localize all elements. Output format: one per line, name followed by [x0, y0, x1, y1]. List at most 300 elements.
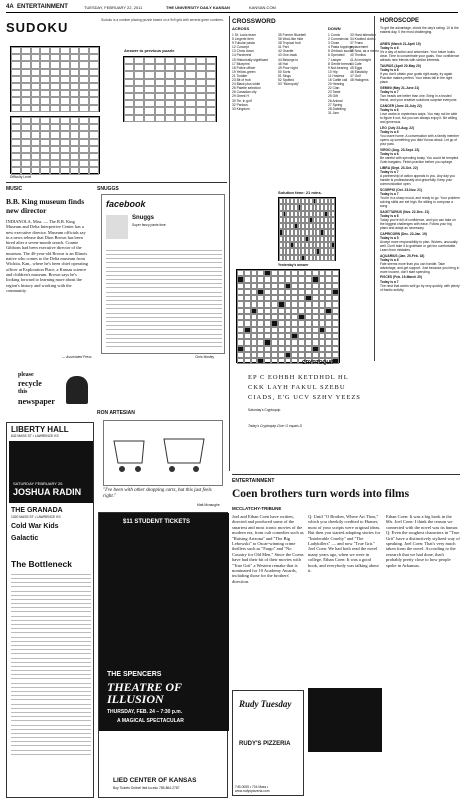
cold-war-kids: Cold War Kids — [11, 523, 59, 530]
horoscope-sign — [380, 42, 460, 62]
horoscope-sign — [380, 104, 460, 124]
down-clue: 39 Now, as a memo — [350, 49, 380, 54]
grid-cell — [206, 115, 216, 122]
sudoku-section — [6, 18, 226, 178]
sign-text: A partnership of action appeals to you. Any day you handle is professionally and gracefully. Keep your communication open. — [380, 173, 455, 186]
grid-cell — [165, 100, 175, 107]
grid-cell — [60, 83, 70, 90]
grid-cell — [155, 79, 165, 86]
across-clue: 35 Former Bluebell — [278, 33, 306, 37]
grid-cell — [31, 54, 41, 61]
down-clue: 26 Animal — [328, 98, 343, 103]
grid-cell — [70, 105, 80, 112]
across-clue: 30 Tie, in golf — [232, 98, 252, 103]
down-clue: 4 Pasta toppings — [328, 45, 353, 50]
across-clue: 38 Tropical fruit — [278, 41, 301, 46]
rudys-pizzeria: RUDY'S PIZZERIA — [239, 741, 291, 747]
sign-name: TAURUS (April 20-May 20) — [380, 63, 421, 68]
section-name: ENTERTAINMENT — [17, 4, 68, 10]
sign-name: SAGITTARIUS (Nov. 22-Dec. 21) — [380, 209, 430, 214]
grid-cell — [206, 86, 216, 93]
cryptoquip-line-1: EP C EOHBH KETDHDL HL — [248, 374, 349, 381]
grid-cell — [185, 107, 195, 114]
sign-rating: Today is a 6 — [380, 107, 399, 112]
across-clues — [232, 33, 278, 111]
sign-text: If you don't obtain your goals right away, try again. Practice makes perfect. Your ideas fall in the right place. — [380, 72, 454, 85]
joshua-radin-ad[interactable] — [9, 441, 93, 503]
grid-cell — [50, 131, 60, 138]
horoscope-title: HOROSCOPE — [380, 18, 420, 24]
sudoku-grid — [10, 46, 100, 112]
grid-cell — [134, 86, 144, 93]
across-clue: 18 Police officer — [232, 65, 256, 70]
folio-site: KANSAN.COM — [249, 5, 276, 10]
horoscope-sign — [380, 166, 460, 186]
sign-rating: Today is a 6 — [380, 151, 399, 156]
grid-cell — [89, 160, 99, 167]
crossword-section — [232, 16, 380, 416]
grid-cell — [50, 47, 60, 54]
grid-cell — [31, 61, 41, 68]
bottleneck-listings — [11, 571, 91, 755]
grid-cell — [11, 97, 21, 104]
article-col-3: Ethan Coen: It was a big book in the 60s. Joel Coen: I think the reason we connected with the novel was its humor. Q: Even the roughest characters in "True Grit" have a distinctively stylized way of speaking. Joel Coen: That's very much taken from the novel. According to the research that we had done, that's probably pretty close to how people spoke in Arkansas. — [386, 514, 460, 568]
sign-rating: Today is a 7 — [380, 279, 399, 284]
grid-cell — [11, 90, 21, 97]
grid-cell — [196, 64, 206, 71]
grid-cell — [79, 47, 89, 54]
grid-cell — [165, 71, 175, 78]
grid-cell — [50, 117, 60, 124]
across-clue: 29 Greek H — [232, 94, 249, 99]
grid-cell — [21, 139, 31, 146]
across-clue: 21 Toddler — [232, 73, 248, 78]
across-clue: 51 Sings — [278, 73, 291, 78]
granada-address: 1020 MASS ST • LAWRENCE KS — [11, 515, 61, 519]
solution-time: Solution time: 21 mins. — [278, 190, 322, 195]
grid-cell — [196, 93, 206, 100]
grid-cell — [40, 97, 50, 104]
grid-cell — [124, 64, 134, 71]
sign-name: ARIES (March 21-April 19) — [380, 42, 421, 46]
grid-cell — [21, 117, 31, 124]
spencers-name: THE SPENCERS — [107, 671, 162, 678]
grid-cell — [165, 57, 175, 64]
grid-cell — [11, 167, 21, 174]
grid-cell — [124, 107, 134, 114]
across-heading: ACROSS — [232, 26, 250, 31]
grid-cell — [89, 97, 99, 104]
folio-bar — [6, 4, 458, 13]
down-clue: 7 Lawyer — [328, 57, 342, 62]
grid-cell — [21, 124, 31, 131]
grid-cell — [11, 124, 21, 131]
across-clue: 26 Canadian city — [232, 90, 257, 95]
grid-cell — [79, 76, 89, 83]
sign-text: Today you're full of confidence, and you can take on the biggest challenges with ease. Follow your big plans and adapt as necessary. — [380, 217, 456, 230]
grid-cell — [89, 139, 99, 146]
across-clue: 44 Belongs to — [278, 57, 299, 62]
grid-cell — [50, 160, 60, 167]
grid-cell — [50, 83, 60, 90]
joshua-date: SATURDAY FEBRUARY 26 — [13, 481, 63, 486]
spencers-date: THURSDAY, FEB. 24 – 7:30 p.m. — [107, 709, 183, 715]
grid-cell — [70, 167, 80, 174]
sign-name: SCORPIO (Oct. 23-Nov. 21) — [380, 187, 422, 192]
sign-text: It's a day of action and adventure. Your future looks clear. Time to concentrate your goals. Your confidence attracts new friends with similar interests. — [380, 50, 460, 63]
grid-cell — [70, 54, 80, 61]
grid-cell — [21, 146, 31, 153]
grid-cell — [144, 115, 154, 122]
sign-rating: Today is a 7 — [380, 169, 399, 174]
lied-contact: Buy Tickets Online! lied.ku.edu 785-864-2787 — [113, 786, 180, 790]
rudys-pizza-ad[interactable] — [232, 690, 304, 796]
grid-cell — [60, 61, 70, 68]
sudoku-title: SUDOKU — [6, 20, 69, 35]
grid-cell — [79, 90, 89, 97]
grid-cell — [196, 57, 206, 64]
section-divider — [6, 182, 227, 183]
spencers-tagline: A MAGICAL SPECTACULAR — [117, 718, 184, 724]
across-clue: 43 One-track — [278, 53, 298, 58]
sudoku-grid-2 — [10, 116, 100, 174]
grid-cell — [175, 57, 185, 64]
cryptoquip-title: CRYPTOQUIP — [302, 360, 335, 366]
across-clue: 53 "Monopoly" — [278, 82, 300, 87]
grid-cell — [40, 124, 50, 131]
down-clue: 5 Gridlock sound — [328, 49, 353, 54]
grid-cell — [60, 153, 70, 160]
grid-cell — [11, 117, 21, 124]
down-clue: 22 Clan — [328, 86, 340, 91]
cryptoquip-line-3: CIADS, E'G UCV SZHV YEEZS — [248, 394, 361, 401]
spencers-ad-photo — [99, 513, 229, 731]
sign-rating: Today is a 5 — [380, 235, 399, 240]
recycle-line-3: this — [18, 389, 28, 395]
grid-cell — [185, 71, 195, 78]
granada-logo: THE GRANADA — [11, 507, 63, 514]
grid-cell — [50, 167, 60, 174]
grid-cell — [31, 83, 41, 90]
grid-cell — [175, 71, 185, 78]
down-clue: 33 Hard alteration — [350, 33, 377, 37]
folio-paper: THE UNIVERSITY DAILY KANSAN — [166, 5, 230, 10]
grid-cell — [89, 131, 99, 138]
crossword-answer-grid — [278, 197, 336, 261]
lied-center-logo: LIED CENTER OF KANSAS — [113, 777, 197, 784]
sign-rating: Today is a 6 — [380, 257, 399, 262]
grid-cell — [134, 79, 144, 86]
grid-cell — [206, 57, 216, 64]
down-clue: 8 Gentle breeze — [328, 61, 352, 66]
article-col-1: Joel and Ethan Coen have written, directed and produced some of the smartest and most iconic movies of the modern era, from cult comedies such as "Raising Arizona" and "The Big Lebowski" to Oscar-winning crime thrillers such as "Fargo" and "No Country for Old Men." Since the Coens have had their bit of their movies with "True Grit" a Western remake that is nominated for 10 Academy Awards, including those for the brothers' direction. — [232, 514, 304, 584]
music-section — [6, 186, 92, 362]
grid-cell — [70, 131, 80, 138]
cryptoquip-section — [232, 360, 460, 470]
grid-cell — [185, 86, 195, 93]
sudoku-answer-grid — [123, 56, 217, 122]
facebook-logo: facebook — [106, 199, 146, 209]
music-body: INDIANOLA, Miss. — The B.B. King Museum and Delta Interpretive Center has a new executive director. Museum officials say in a news release that Dion Brown has been hired after a seven-month search. Connie Gibbons had been executive director of the museum. The 46-year-old Brown is an Illinois native who comes to the Delta museum from Wichita, Kan., where he's been chief operating officer at Exploration Place, a Kansas science and children's museum. Brown says he's looking forward to learning more about the region's history and working with the community. — [6, 219, 88, 293]
down-clue: 45 Eggs — [350, 65, 363, 70]
grid-cell — [155, 71, 165, 78]
sign-text: Love works in mysterious ways. You may not be able to figure it out, but you can always enjoy it. Be willing and generous. — [380, 112, 458, 125]
grid-cell — [21, 97, 31, 104]
ron-artesian-comic — [97, 410, 227, 510]
down-clue: 48 Halogens — [350, 78, 369, 83]
grid-cell — [134, 71, 144, 78]
grid-cell — [165, 115, 175, 122]
grid-cell — [50, 146, 60, 153]
grid-cell — [196, 100, 206, 107]
recycle-line-4: newspaper — [18, 397, 55, 406]
grid-cell — [60, 124, 70, 131]
grid-cell — [70, 97, 80, 104]
grid-cell — [21, 153, 31, 160]
down-clue: 27 Spring — [328, 102, 343, 107]
sign-rating: Today is a 6 — [380, 68, 399, 73]
snuggs-credit: Chris Mosley — [195, 355, 215, 359]
profile-status: Super fancy pants time — [132, 223, 166, 227]
grid-cell — [175, 64, 185, 71]
down-clue: 31 Jam — [328, 110, 339, 115]
grid-cell — [40, 105, 50, 112]
grid-cell — [175, 115, 185, 122]
grid-cell — [11, 76, 21, 83]
horoscope-sign — [380, 210, 460, 230]
grid-cell — [31, 117, 41, 124]
grid-cell — [40, 69, 50, 76]
grid-cell — [79, 54, 89, 61]
joshua-name: JOSHUA RADIN — [13, 487, 82, 497]
grid-cell — [134, 100, 144, 107]
down-clue: 2 Commercial — [328, 37, 349, 42]
grid-cell — [89, 47, 99, 54]
grid-cell — [31, 153, 41, 160]
grid-cell — [50, 90, 60, 97]
grid-cell — [196, 79, 206, 86]
sign-rating: Today is a 6 — [380, 129, 399, 134]
grid-cell — [144, 71, 154, 78]
down-clue: 6 Operated — [328, 53, 345, 58]
grid-cell — [155, 86, 165, 93]
music-headline: B.B. King museum finds new director — [6, 197, 85, 215]
grid-cell — [70, 90, 80, 97]
bottleneck-logo: The Bottleneck — [11, 559, 72, 569]
grid-cell — [206, 107, 216, 114]
grid-cell — [60, 117, 70, 124]
down-clue: 9 Nut-bearing — [328, 65, 348, 70]
grid-cell — [79, 69, 89, 76]
cryptoquip-line-2: CKK LAYH FAKUL SZEBU — [248, 384, 346, 391]
text-line — [106, 343, 222, 347]
grid-cell — [31, 139, 41, 146]
down-clue: 28 Dabbling — [328, 106, 346, 111]
artesian-label: RON ARTESIAN — [97, 410, 135, 416]
grid-cell — [50, 153, 60, 160]
snuggs-label: SNUGGS — [97, 186, 119, 192]
horoscope-sign — [380, 254, 460, 274]
article-col-2: Q: Until "O Brother, Where Art Thou," which you cheekily credited to Homer, most of your scripts were original ideas. But then you started adapting stories for "Intolerable Cruelty" and "The Ladykillers" — and now "True Grit." Joel Coen: We had both read the novel many years ago, when we were in college. Ethan Coen: It was a good book, and everybody was talking about it. — [308, 514, 381, 574]
artesian-panel — [103, 420, 223, 486]
across-clue: 9 Tubular pasta — [232, 41, 255, 46]
grid-cell — [185, 79, 195, 86]
grid-cell — [21, 105, 31, 112]
grid-cell — [79, 61, 89, 68]
galactic: Galactic — [11, 535, 39, 542]
grid-cell — [124, 79, 134, 86]
column-divider-2 — [374, 16, 375, 361]
grid-cell — [70, 69, 80, 76]
grid-cell — [70, 47, 80, 54]
sign-name: AQUARIUS (Jan. 20-Feb. 18) — [380, 253, 425, 258]
grid-cell — [144, 57, 154, 64]
grid-cell — [60, 54, 70, 61]
grid-cell — [50, 69, 60, 76]
grid-cell — [206, 71, 216, 78]
music-credit: — Associated Press — [62, 355, 92, 359]
across-clue: 24 Black plus white — [232, 82, 261, 87]
grid-cell — [185, 57, 195, 64]
grid-cell — [155, 57, 165, 64]
across-clue: 50 Sorts — [278, 69, 291, 74]
down-clue: 25 Gift — [328, 94, 338, 99]
horoscope-sign — [380, 188, 460, 208]
grid-cell — [31, 131, 41, 138]
page-number: 4A — [6, 4, 14, 10]
grid-cell — [11, 83, 21, 90]
grid-cell — [124, 71, 134, 78]
horoscope-sign — [380, 86, 460, 102]
spencers-show: THEATRE OF ILLUSION — [107, 680, 182, 706]
horoscope-intro: To get the advantage, check the day's rating: 10 is the easiest day, 0 the most challenging. — [380, 26, 459, 35]
grid-cell — [40, 160, 50, 167]
grid-cell — [40, 167, 50, 174]
down-clue: 20 Hearing — [328, 82, 345, 87]
spencers-ad[interactable] — [98, 512, 228, 798]
grid-cell — [21, 167, 31, 174]
grid-cell — [60, 167, 70, 174]
grid-cell — [11, 54, 21, 61]
sign-name: CAPRICORN (Dec. 22-Jan. 19) — [380, 231, 427, 236]
down-clue: 1 Comic — [328, 33, 341, 37]
movie-ad[interactable] — [308, 688, 382, 752]
grid-cell — [79, 83, 89, 90]
folio-date: TUESDAY, FEBRUARY 22, 2011 — [84, 5, 143, 10]
grid-cell — [11, 69, 21, 76]
sign-name: PISCES (Feb. 19-March 20) — [380, 275, 422, 280]
cryptoquip-answer-label: Saturday's Cryptoquip — [248, 408, 281, 412]
grid-cell — [70, 124, 80, 131]
sign-rating: Today is a 6 — [380, 213, 399, 218]
grid-cell — [175, 79, 185, 86]
grid-cell — [175, 93, 185, 100]
grid-cell — [185, 115, 195, 122]
grid-cell — [79, 124, 89, 131]
grid-cell — [60, 160, 70, 167]
recycle-box — [18, 372, 90, 418]
student-tickets: $11 STUDENT TICKETS — [123, 519, 191, 525]
down-clue: 37 Franc replacement — [350, 41, 369, 50]
grid-cell — [206, 64, 216, 71]
grid-cell — [40, 153, 50, 160]
liberty-hall-logo: LIBERTY HALL — [11, 425, 69, 434]
grid-cell — [70, 153, 80, 160]
grid-cell — [31, 124, 41, 131]
grid-cell — [60, 146, 70, 153]
grid-cell — [79, 105, 89, 112]
grid-cell — [11, 61, 21, 68]
grid-cell — [31, 160, 41, 167]
grid-cell — [40, 146, 50, 153]
grid-cell — [60, 47, 70, 54]
venue-ads — [6, 422, 94, 798]
grid-cell — [11, 47, 21, 54]
across-clue: 33 Kingdom — [232, 106, 250, 111]
grid-cell — [79, 167, 89, 174]
grid-cell — [21, 69, 31, 76]
grid-cell — [60, 69, 70, 76]
sign-text: Be careful with spending today. You could be tempted. Grab bargains. Finish practice before you splurge. — [380, 155, 460, 165]
grid-cell — [21, 54, 31, 61]
sign-name: CANCER (June 22-July 22) — [380, 103, 422, 108]
grid-cell — [50, 124, 60, 131]
horoscope-sign — [380, 64, 460, 84]
grid-cell — [11, 160, 21, 167]
down-clue: 34 Knotted cloths — [350, 37, 376, 42]
grid-cell — [40, 47, 50, 54]
across-clue: 32 Parlous — [232, 102, 248, 107]
grid-cell — [79, 153, 89, 160]
grid-cell — [144, 79, 154, 86]
across-clue: 19 Yellow-green — [232, 69, 256, 74]
grid-cell — [79, 131, 89, 138]
horoscope-sign — [380, 275, 460, 291]
grid-cell — [89, 76, 99, 83]
horoscope-sign — [380, 232, 460, 252]
grid-cell — [60, 90, 70, 97]
crossword-cell — [331, 255, 335, 261]
sign-text: You crave home. A conversation with a family member opens up something you didn't know about. Let go of your past. — [380, 133, 460, 147]
horoscope-list — [380, 42, 460, 293]
rudys-contact: 749-0055 • 704 Mass • www.rudyspizzeria.com — [235, 785, 270, 794]
grid-cell — [175, 100, 185, 107]
grid-cell — [89, 153, 99, 160]
grid-cell — [70, 61, 80, 68]
grid-cell — [70, 146, 80, 153]
grid-cell — [196, 107, 206, 114]
grid-cell — [60, 76, 70, 83]
grid-cell — [144, 86, 154, 93]
grid-cell — [165, 79, 175, 86]
liberty-hall-address: 642 MASS ST • LAWRENCE KS — [11, 434, 59, 438]
crossword-title: CROSSWORD — [232, 18, 276, 25]
text-line — [11, 751, 91, 755]
grid-cell — [40, 90, 50, 97]
grid-cell — [134, 64, 144, 71]
sign-name: VIRGO (Aug. 23-Sept. 22) — [380, 147, 420, 152]
down-clue: 23 Taste — [328, 90, 341, 95]
entertainment-byline: MCCLATCHY-TRIBUNE — [232, 506, 282, 511]
grid-cell — [60, 131, 70, 138]
grid-cell — [89, 146, 99, 153]
grid-cell — [144, 107, 154, 114]
sign-rating: Today is a 6 — [380, 46, 399, 51]
grid-cell — [185, 64, 195, 71]
grid-cell — [70, 76, 80, 83]
across-clues-2 — [278, 33, 324, 86]
grid-cell — [206, 100, 216, 107]
